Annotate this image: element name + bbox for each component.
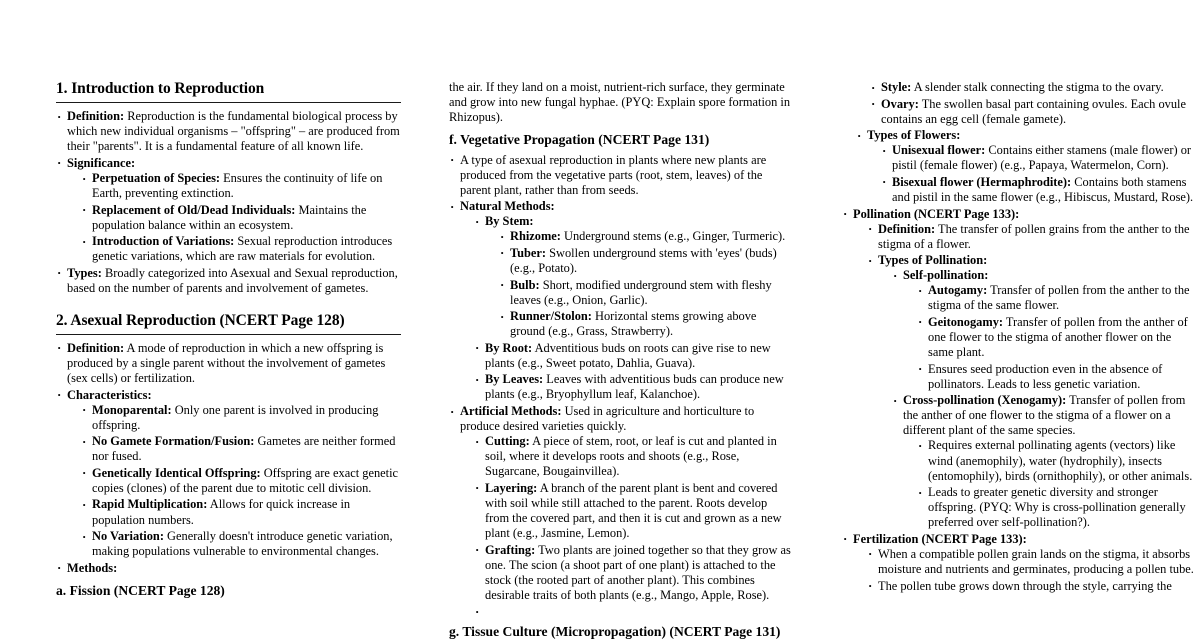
item-text: A slender stalk connecting the stigma to the ovary.: [911, 80, 1164, 94]
self-pollination-sublist: [917, 283, 1194, 391]
item-lead: Bulb:: [510, 277, 540, 292]
item-text: When a compatible pollen grain lands on the stigma, it absorbs moisture and nutrients and germinates, producing a pollen tube.: [878, 546, 1194, 576]
paragraph-continuation: the air. If they land on a moist, nutrient-rich surface, they germinate and grow into new fungal hyphae. (PYQ: Explain spore formation in Rhizopus).: [449, 80, 791, 125]
list-item: [499, 278, 794, 308]
item-lead: Monoparental:: [92, 402, 172, 417]
list-item: [81, 434, 401, 464]
list-item: [870, 80, 1194, 95]
item-text: Contains either stamens (male flower) or pistil (female flower) (e.g., Papaya, Watermelon, Corn).: [892, 143, 1192, 173]
item-lead: Definition:: [67, 340, 125, 355]
list-item: [842, 207, 1194, 531]
list-item: [881, 175, 1194, 205]
list-item: [81, 403, 401, 433]
column-2: [449, 80, 794, 640]
item-lead: Geitonogamy:: [928, 314, 1004, 329]
item-text: Ensures seed production even in the absence of pollinators. Leads to less genetic variation.: [928, 361, 1163, 391]
section-1-list: [56, 109, 401, 296]
column-1: [56, 80, 401, 626]
list-item: [917, 485, 1194, 530]
list-item: [81, 497, 401, 527]
item-lead: Cutting:: [485, 434, 530, 449]
fertilization-sublist: [867, 547, 1194, 594]
item-lead: Autogamy:: [928, 283, 988, 298]
item-text: Maintains the population balance within an ecosystem.: [92, 202, 367, 232]
subheading-vegetative-propagation: f. Vegetative Propagation (NCERT Page 131): [449, 132, 710, 148]
item-lead: Self-pollination:: [903, 268, 989, 283]
list-item: [474, 434, 794, 479]
item-text: Contains both stamens and pistil in the same flower (e.g., Hibiscus, Mustard, Rose).: [892, 174, 1194, 204]
item-lead: Replacement of Old/Dead Individuals:: [92, 202, 296, 217]
list-item: [56, 561, 401, 576]
list-item: [867, 579, 1194, 594]
item-lead: Artificial Methods:: [460, 404, 562, 418]
item-text: Used in agriculture and horticulture to produce desired varieties quickly.: [460, 404, 755, 434]
item-text: Ensures the continuity of life on Earth, preventing extinction.: [92, 171, 383, 201]
list-item: [499, 309, 794, 339]
list-item: [81, 171, 401, 201]
heading-rule: [56, 102, 401, 103]
item-lead: Types:: [67, 265, 102, 280]
section-heading-introduction: 1. Introduction to Reproduction: [56, 80, 265, 97]
item-text: The swollen basal part containing ovules. Each ovule contains an egg cell (female gamete).: [881, 96, 1186, 126]
pollination-types-sublist: [892, 268, 1194, 530]
column-3: [842, 80, 1194, 626]
item-lead: Layering:: [485, 480, 538, 495]
item-lead: Bisexual flower (Hermaphrodite):: [892, 174, 1072, 189]
item-text: Requires external pollinating agents (vectors) like wind (anemophily), water (hydrophily), insects (entomophily), birds (ornithophily), or other animals.: [928, 438, 1193, 483]
list-item-empty: [474, 604, 794, 617]
list-item: [856, 128, 1194, 205]
flower-types-sublist: [881, 143, 1194, 205]
types-of-flowers-list: [856, 128, 1194, 205]
by-stem-sublist: [499, 229, 794, 339]
item-lead: Introduction of Variations:: [92, 234, 235, 249]
item-lead: Types of Flowers:: [867, 128, 961, 143]
item-lead: Genetically Identical Offspring:: [92, 465, 261, 480]
item-text: Transfer of pollen from the anther of one flower to the stigma of another flower on the same plant.: [928, 314, 1188, 360]
item-lead: Fertilization (NCERT Page 133):: [853, 531, 1027, 546]
item-text: Broadly categorized into Asexual and Sexual reproduction, based on the number of parents and involvement of gametes.: [67, 265, 398, 295]
item-text: Transfer of pollen from the anther to the stigma of the same flower.: [928, 283, 1190, 313]
item-lead: Definition:: [67, 109, 125, 124]
list-item: [917, 362, 1194, 392]
list-item: [449, 404, 794, 617]
item-lead: Significance:: [67, 155, 136, 170]
item-lead: Unisexual flower:: [892, 143, 986, 158]
natural-methods-sublist: [474, 214, 794, 402]
list-item: [474, 372, 794, 402]
item-lead: Runner/Stolon:: [510, 309, 592, 324]
list-item: [81, 234, 401, 264]
list-item: [81, 466, 401, 496]
list-item: [449, 153, 794, 198]
item-lead: Style:: [881, 80, 912, 94]
list-item: [892, 393, 1194, 530]
list-item: [917, 438, 1194, 483]
list-item: [56, 109, 401, 154]
list-item: [892, 268, 1194, 392]
list-item: [474, 341, 794, 371]
item-text: Offspring are exact genetic copies (clones) of the parent due to mitotic cell division.: [92, 465, 399, 495]
item-lead: Definition:: [878, 221, 936, 236]
item-lead: By Root:: [485, 340, 533, 355]
item-lead: Rhizome:: [510, 229, 561, 244]
pollination-sublist: [867, 222, 1194, 531]
list-item: [81, 203, 401, 233]
item-text: A piece of stem, root, or leaf is cut and planted in soil, where it develops roots and shoots (e.g., Rose, Sugarcane, Bougainvillea).: [485, 434, 777, 479]
item-lead: Types of Pollination:: [878, 253, 988, 268]
significance-sublist: [81, 171, 401, 264]
list-item: [842, 532, 1194, 594]
item-lead: Rapid Multiplication:: [92, 497, 208, 512]
item-text: Leaves with adventitious buds can produce new plants (e.g., Bryophyllum leaf, Kalanchoe).: [485, 372, 784, 402]
list-item: [56, 388, 401, 560]
list-item: [56, 341, 401, 386]
item-text: Transfer of pollen from the anther of one flower to the stigma of a flower on a different plant of the same species.: [903, 393, 1186, 438]
item-text: Short, modified underground stem with fleshy leaves (e.g., Onion, Garlic).: [510, 277, 772, 307]
item-text: The transfer of pollen grains from the anther to the stigma of a flower.: [878, 221, 1190, 251]
list-item: [56, 156, 401, 264]
list-item: [499, 246, 794, 276]
item-text: Underground stems (e.g., Ginger, Turmeric).: [560, 229, 786, 244]
characteristics-sublist: [81, 403, 401, 560]
section-spacer: [56, 298, 401, 312]
list-item: [474, 543, 794, 603]
item-text: Allows for quick increase in population numbers.: [92, 497, 351, 527]
list-item: [474, 481, 794, 541]
subheading-tissue-culture-clipped: g. Tissue Culture (Micropropagation) (NCERT Page 131): [449, 624, 781, 640]
item-lead: Grafting:: [485, 542, 536, 557]
item-text: Horizontal stems growing above ground (e.g., Grass, Strawberry).: [510, 309, 757, 339]
item-lead: No Variation:: [92, 529, 164, 544]
item-lead: Cross-pollination (Xenogamy):: [903, 393, 1067, 408]
item-lead: Methods:: [67, 560, 118, 575]
item-text: Swollen underground stems with 'eyes' (buds) (e.g., Potato).: [510, 245, 777, 275]
cross-pollination-sublist: [917, 438, 1194, 530]
item-lead: Natural Methods:: [460, 199, 555, 214]
subheading-fission: a. Fission (NCERT Page 128): [56, 582, 225, 598]
list-item: [870, 97, 1194, 127]
item-text: Gametes are neither formed nor fused.: [92, 434, 396, 464]
list-item: [867, 253, 1194, 530]
item-lead: By Leaves:: [485, 372, 544, 387]
heading-rule: [56, 334, 401, 335]
item-lead: By Stem:: [485, 214, 534, 229]
item-lead: Tuber:: [510, 245, 547, 260]
item-text: A type of asexual reproduction in plants where new plants are produced from the vegetative parts (root, stem, leaves) of the parent plant, rather than from seeds.: [460, 152, 767, 197]
artificial-methods-sublist: [474, 434, 794, 617]
item-text: The pollen tube grows down through the style, carrying the: [878, 578, 1172, 593]
item-text: A branch of the parent plant is bent and covered with soil while still attached to the parent. Roots develop from the covered part, and then it is cut and grown as a new plant (e.g., Jasmine, Lemon).: [485, 480, 782, 540]
item-text: Two plants are joined together so that they grow as one. The scion (a shoot part of one plant) is attached to the stock (the rooted part of another plant). This combines desirable traits of both plants (e.g., Mango, Apple, Rose).: [485, 542, 791, 602]
list-item: [56, 266, 401, 296]
list-item: [449, 199, 794, 402]
item-text: Only one parent is involved in producing offspring.: [92, 402, 379, 432]
item-text: Generally doesn't introduce genetic variation, making populations vulnerable to environmental changes.: [92, 529, 393, 559]
item-text: Adventitious buds on roots can give rise to new plants (e.g., Sweet potato, Dahlia, Guava).: [485, 340, 771, 370]
list-item: [917, 283, 1194, 313]
list-item: [81, 529, 401, 559]
item-lead: Characteristics:: [67, 387, 152, 402]
vegetative-propagation-list: [449, 153, 794, 618]
pollination-list: [842, 207, 1194, 594]
item-text: Sexual reproduction introduces genetic variations, which are raw materials for evolution.: [92, 234, 393, 264]
list-item: [867, 547, 1194, 577]
list-item: [881, 143, 1194, 173]
item-text: Leads to greater genetic diversity and stronger offspring. (PYQ: Why is cross-pollination generally preferred over self-pollination?).: [928, 485, 1186, 530]
section-heading-asexual-reproduction: 2. Asexual Reproduction (NCERT Page 128): [56, 311, 345, 329]
list-item: [474, 214, 794, 339]
item-lead: Ovary:: [881, 96, 919, 111]
section-2-list: [56, 341, 401, 576]
flower-parts-list: [870, 80, 1194, 127]
list-item: [867, 222, 1194, 252]
list-item: [499, 229, 794, 244]
item-text: Reproduction is the fundamental biological process by which new individual organisms – "offspring" – are produced from their "parents". It is a fundamental feature of all known life.: [67, 109, 400, 154]
item-lead: No Gamete Formation/Fusion:: [92, 434, 255, 449]
item-text: A mode of reproduction in which a new offspring is produced by a single parent without the involvement of gametes (sex cells) or fertilization.: [67, 340, 386, 385]
item-lead: Perpetuation of Species:: [92, 171, 221, 186]
item-lead: Pollination (NCERT Page 133):: [853, 206, 1020, 221]
list-item: [917, 315, 1194, 360]
